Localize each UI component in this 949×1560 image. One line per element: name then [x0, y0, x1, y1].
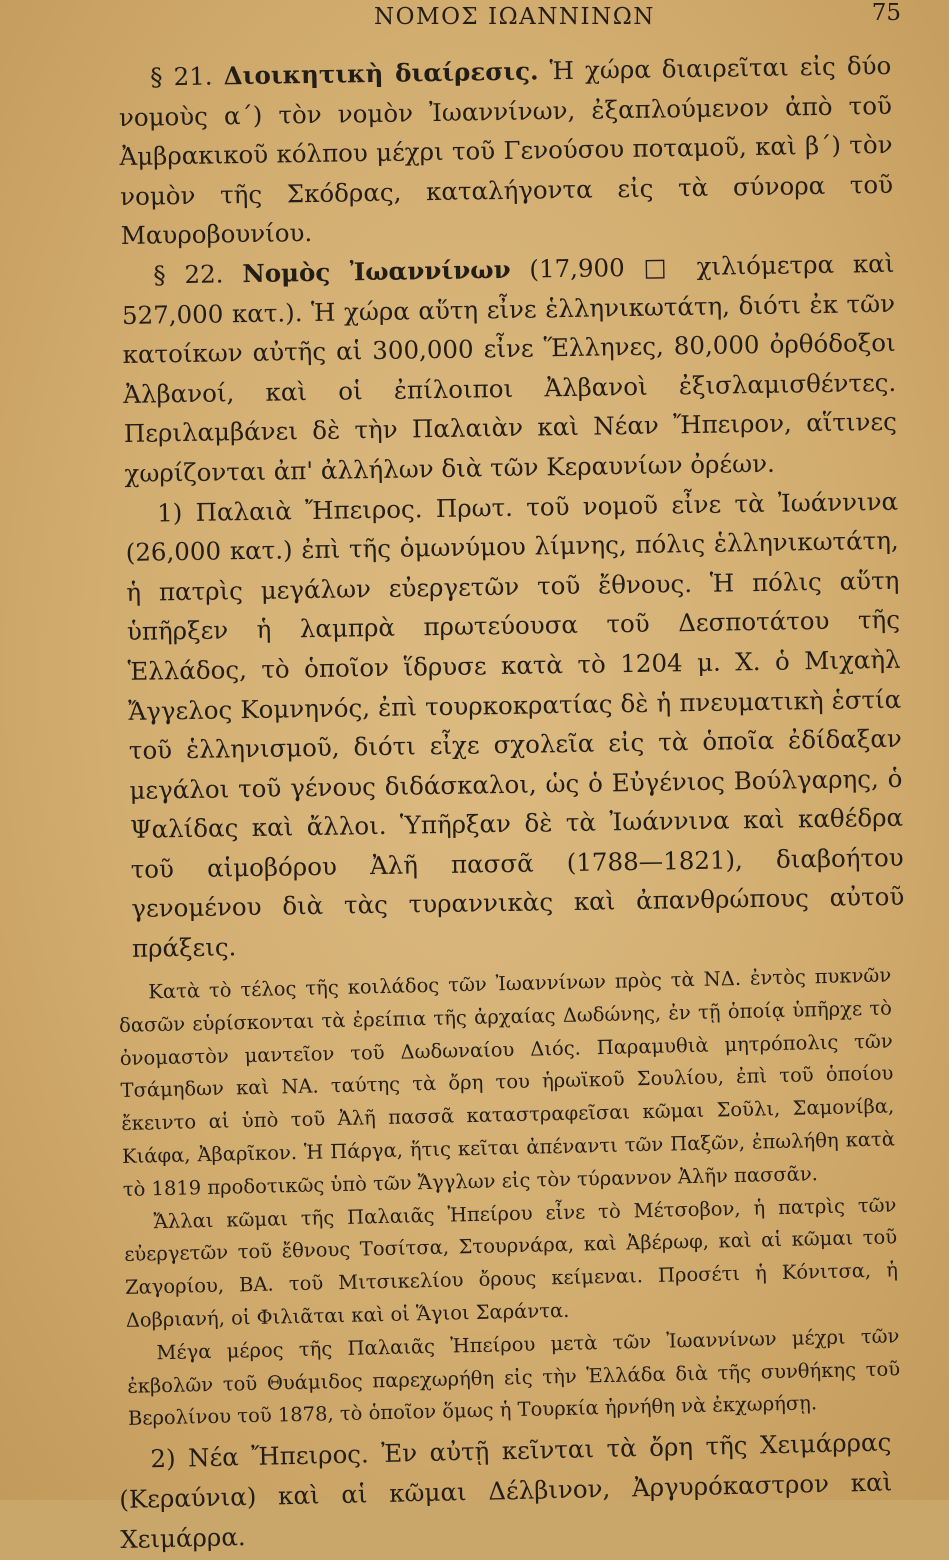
paragraph-21 [118, 46, 894, 256]
paragraph-old-epirus: 1) Παλαιὰ Ἤπειρος. Πρωτ. τοῦ νομοῦ εἶνε τὰ Ἰωάννινα (26,000 κατ.) ἐπὶ τῆς ὁμωνύμου λίμνης, πόλις ἑλληνικωτάτη, ἡ πατρὶς μεγάλων εὐεργετῶν τοῦ ἔθνους. Ἡ πόλις αὕτη ὑπῆρξεν ἡ λαμπρὰ πρωτεύουσα τοῦ Δεσποτάτου τῆς Ἑλλάδος, τὸ ὁποῖον ἵδρυσε κατὰ τὸ 1204 μ. Χ. ὁ Μιχαὴλ Ἄγγελος Κομνηνός, ἐπὶ τουρκοκρατίας δὲ ἡ πνευματικὴ ἑστία τοῦ ἑλληνισμοῦ, διότι εἶχε σχολεῖα εἰς τὰ ὁποῖα ἐδίδαξαν μεγάλοι τοῦ γένους διδάσκαλοι, ὡς ὁ Εὐγένιος Βούλγαρης, ὁ Ψαλίδας καὶ ἄλλοι. Ὑπῆρξαν δὲ τὰ Ἰωάννινα καὶ καθέδρα τοῦ αἱμοβόρου Ἀλῆ πασσᾶ (1788—1821), διαβοήτου γενομένου διὰ τὰς τυραννικὰς καὶ ἀπανθρώπους αὐτοῦ πράξεις. [125, 486, 905, 963]
section-number-21: § 21. [150, 61, 224, 92]
paragraph-new-epirus: 2) Νέα Ἤπειρος. Ἐν αὐτῇ κεῖνται τὰ ὄρη τῆς Χειμάρρας (Κεραύνια) καὶ αἱ κῶμαι Δέλβινον, Ἀργυρόκαστρον καὶ Χειμάρρα. [119, 1427, 893, 1554]
paragraph-22 [121, 244, 898, 494]
main-text-continued [118, 1422, 894, 1560]
section-heading-21: Διοικητικὴ διαίρεσις. [223, 56, 539, 91]
section-text-22: (17,900 □ χιλιόμετρα καὶ 527,000 κατ.). Ἡ χώρα αὕτη εἶνε ἑλληνικωτάτη, διότι ἐκ τῶν κατοίκων αὐτῆς αἱ 300,000 εἶνε Ἕλληνες, 80,000 ὀρθόδοξοι Ἀλβανοί, καὶ οἱ ἐπίλοιποι Ἀλβανοὶ ἐξισλαμισθέντες. Περιλαμβάνει δὲ τὴν Παλαιὰν καὶ Νέαν Ἤπειρον, αἵτινες χωρίζονται ἀπ' ἀλλήλων διὰ τῶν Κεραυνίων ὀρέων. [121, 248, 898, 488]
section-heading-22: Νομὸς Ἰωαννίνων [242, 254, 511, 289]
running-title: ΝΟΜΟΣ ΙΩΑΝΝΙΝΩΝ [374, 4, 655, 30]
main-text [118, 46, 905, 969]
section-number-22: § 22. [153, 259, 243, 290]
small-print-notes [118, 959, 901, 1436]
page-number: 75 [871, 0, 901, 26]
section-text-21: Ἡ χώρα διαιρεῖται εἰς δύο νομοὺς α΄) τὸν νομὸν Ἰωαννίνων, ἐξαπλούμενον ἀπὸ τοῦ Ἀμβρακικοῦ κόλπου μέχρι τοῦ Γενούσου ποταμοῦ, καὶ β΄) τὸν νομὸν τῆς Σκόδρας, καταλήγοντα εἰς τὰ σύνορα τοῦ Μαυροβουνίου. [118, 50, 894, 251]
paragraph-dodona: Κατὰ τὸ τέλος τῆς κοιλάδος τῶν Ἰωαννίνων πρὸς τὰ ΝΔ. ἐντὸς πυκνῶν δασῶν εὑρίσκονται τὰ ἐρείπια τῆς ἀρχαίας Δωδώνης, ἐν τῇ ὁποίᾳ ὑπῆρχε τὸ ὀνομαστὸν μαντεῖον τοῦ Δωδωναίου Διός. Παραμυθιὰ μητρόπολις τῶν Τσάμηδων καὶ ΝΑ. ταύτης τὰ ὄρη του ἡρωϊκοῦ Σουλίου, ἐπὶ τοῦ ὁποίου ἔκειντο αἱ ὑπὸ τοῦ Ἀλῆ πασσᾶ καταστραφεῖσαι κῶμαι Σοῦλι, Σαμονίβα, Κιάφα, Ἀβαρῖκον. Ἡ Πάργα, ἥτις κεῖται ἀπέναντι τῶν Παξῶν, ἐπωλήθη κατὰ τὸ 1819 προδοτικῶς ὑπὸ τῶν Ἄγγλων εἰς τὸν τύραννον Ἀλῆν πασσᾶν. [118, 963, 896, 1201]
paragraph-villages: Ἄλλαι κῶμαι τῆς Παλαιᾶς Ἠπείρου εἶνε τὸ Μέτσοβον, ἡ πατρὶς τῶν εὐεργετῶν τοῦ ἔθνους Τοσίτσα, Στουρνάρα, καὶ Ἀβέρωφ, καὶ αἱ κῶμαι τοῦ Ζαγορίου, ΒΑ. τοῦ Μιτσικελίου ὄρους κείμεναι. Προσέτι ἡ Κόνιτσα, ἡ Δοβριανή, οἱ Φιλιᾶται καὶ οἱ Ἅγιοι Σαράντα. [124, 1192, 899, 1332]
paragraph-berlin: Μέγα μέρος τῆς Παλαιᾶς Ἠπείρου μετὰ τῶν Ἰωαννίνων μέχρι τῶν ἐκβολῶν τοῦ Θυάμιδος παρεχωρήθη εἰς τὴν Ἑλλάδα διὰ τῆς συνθήκης τοῦ Βερολίνου τοῦ 1878, τὸ ὁποῖον ὅμως ἡ Τουρκία ἠρνήθη νὰ ἐκχωρήσῃ. [127, 1323, 901, 1430]
